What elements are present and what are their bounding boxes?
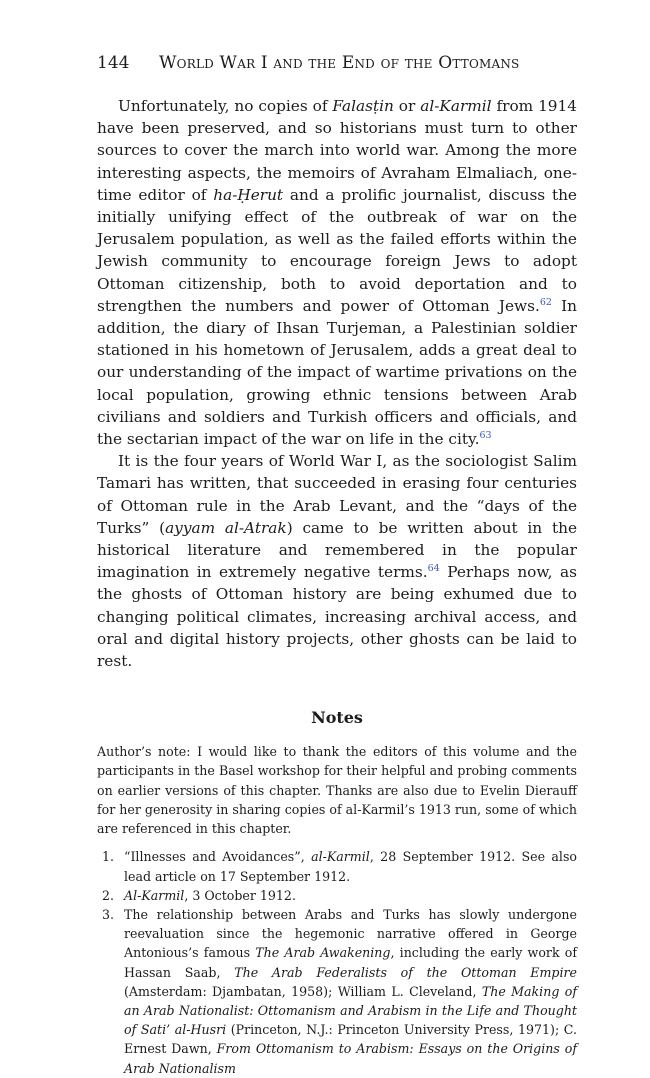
note-item xyxy=(97,905,577,1078)
note-text: The relationship between Arabs and Turks has slowly undergone reevaluation since the hegemonic narrative offered in George Antonious’s famous The Arab Awakening, including the early work of Hassan Saab, The Arab Federalists of the Ottoman Empire (Amsterdam: Djambatan, 1958); William L. Cleveland, The Making of an Arab Nationalist: Ottomanism and Arabism in the Life and Thought of Sati’ al-Husri (Princeton, N.J.: Princeton University Press, 1971); C. Ernest Dawn, From Ottomanism to Arabism: Essays on the Origins of Arab Nationalism xyxy=(124,906,577,1076)
newspaper-title: Falasṭin xyxy=(332,97,394,115)
note-text: “Illnesses and Avoidances”, al-Karmil, 28 September 1912. See also lead article on 17 September 1912. xyxy=(124,849,577,884)
footnote-ref-63[interactable]: 63 xyxy=(479,429,492,441)
footnote-ref-64[interactable]: 64 xyxy=(427,563,440,575)
note-item xyxy=(97,847,577,885)
newspaper-title: al-Karmil xyxy=(420,97,492,115)
page-number: 144 xyxy=(97,53,130,73)
book-page xyxy=(97,52,577,1078)
note-number: 2. xyxy=(102,887,115,903)
notes-list xyxy=(97,847,577,1077)
newspaper-title: ha-Ḥerut xyxy=(213,185,284,204)
note-item xyxy=(97,886,577,905)
paragraph: Unfortunately, no copies of Falasṭin or al-Karmil from 1914 have been preserved, and so historians must turn to other sources to cover the march into world war. Among the more interesting aspects, the memoirs of Avraham Elmaliach, one-time editor of ha-Ḥerut and a prolific journalist, discuss the initially unifying effect of the outbreak of war on the Jerusalem population, as well as the failed efforts within the Jewish community to encourage foreign Jews to adopt Ottoman citizenship, both to avoid deportation and to strengthen the numbers and power of Ottoman Jews.$^{62}$ In addition, the diary of Ihsan Turjeman, a Palestinian soldier stationed in his hometown of Jerusalem, adds a great deal to our understanding of the impact of wartime privations on the local population, growing ethnic tensions between Arab civilians and soldiers and Turkish officers and officials, and the sectarian impact of the war on life in the city.$^{63}$ xyxy=(97,97,578,449)
author-note: Author’s note: I would like to thank the editors of this volume and the participants in the Basel workshop for their helpful and probing comments on earlier versions of this chapter. Thanks are also due to Evelin Dierauff for her generosity in sharing copies of al-Karmil’s 1913 run, some of which are referenced in this chapter. xyxy=(97,744,577,837)
note-number: 1. xyxy=(102,849,115,865)
note-number: 3. xyxy=(102,906,115,922)
running-head xyxy=(97,52,577,74)
note-text: Al-Karmil, 3 October 1912. xyxy=(124,887,296,903)
body-text xyxy=(97,95,577,672)
notes-heading: Notes xyxy=(311,708,363,728)
paragraph: It is the four years of World War I, as the sociologist Salim Tamari has written, that succeeded in erasing four centuries of Ottoman rule in the Arab Levant, and the “days of the Turks” (ayyam al-Atrak) came to be written about in the historical literature and remembered in the popular imagination in extremely negative terms.$^{64}$ Perhaps now, as the ghosts of Ottoman history are being exhumed due to changing political climates, increasing archival access, and oral and digital history projects, other ghosts can be laid to rest. xyxy=(97,452,577,671)
italic-term: ayyam al-Atrak xyxy=(165,518,287,537)
running-title: World War I and the End of the Ottomans xyxy=(159,53,520,73)
footnote-ref-62[interactable]: 62 xyxy=(539,296,552,308)
